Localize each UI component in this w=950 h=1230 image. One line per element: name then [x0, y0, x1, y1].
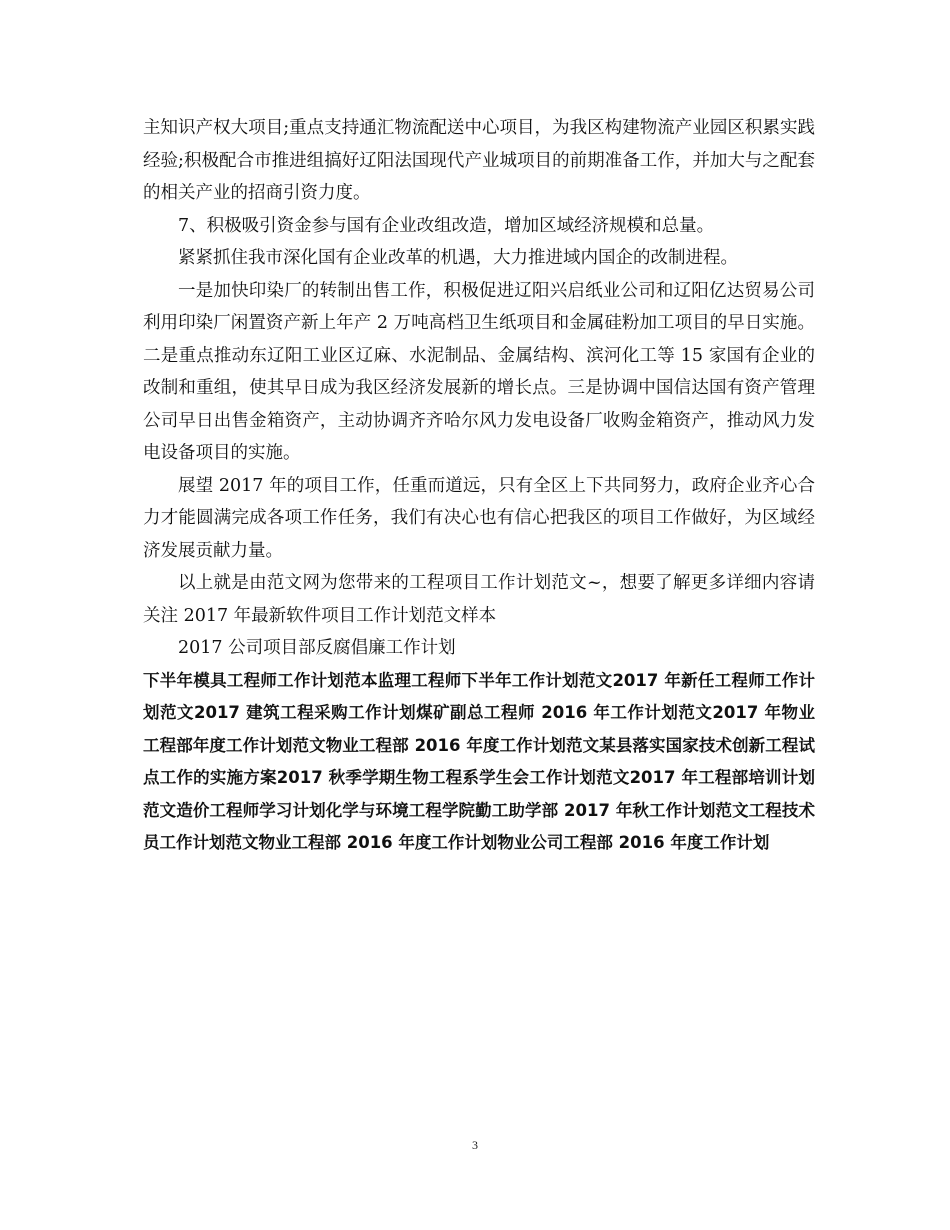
related-link[interactable]: 物业工程部 2016 年度工作计划	[258, 833, 498, 852]
paragraph-outlook: 展望 2017 年的项目工作，任重而道远，只有全区上下共同努力，政府企业齐心合力才能圆满完成各项工作任务，我们有决心也有信心把我区的项目工作做好，为区域经济发展贡献力量。	[143, 475, 815, 561]
related-link[interactable]: 物业公司工程部 2016 年度工作计划	[497, 833, 770, 852]
related-link[interactable]: 下半年模具工程师工作计划范本	[143, 670, 378, 690]
related-link[interactable]: 煤矿副总工程师 2016 年工作计划范文	[416, 703, 713, 722]
section-heading-7: 7、积极吸引资金参与国有企业改组改造，增加区域经济规模和总量。	[178, 215, 715, 236]
related-links	[143, 665, 815, 860]
paragraph-reform-intro: 紧紧抓住我市深化国有企业改革的机遇，大力推进域内国企的改制进程。	[178, 248, 738, 268]
related-link[interactable]: 2017 年新任工程师工作计划范文	[143, 670, 815, 722]
document-body	[143, 112, 815, 860]
paragraph-continued: 主知识产权大项目;重点支持通汇物流配送中心项目，为我区构建物流产业园区积累实践经验;积极配合市推进组搞好辽阳法国现代产业城项目的前期准备工作，并加大与之配套的相关产业的招商引资力度。	[143, 118, 815, 203]
related-link[interactable]: 造价工程师学习计划	[176, 800, 326, 820]
related-title: 2017 公司项目部反腐倡廉工作计划	[178, 638, 456, 658]
related-link[interactable]: 工程技术员工作计划范文	[143, 800, 816, 852]
page-number: 3	[472, 1138, 478, 1152]
paragraph-reform-details: 一是加快印染厂的转制出售工作，积极促进辽阳兴启纸业公司和辽阳亿达贸易公司利用印染厂闲置资产新上年产 2 万吨高档卫生纸项目和金属硅粉加工项目的早日实施。二是重点推动东辽阳工业区辽麻、水泥制品、金属结构、滨河化工等 15 家国有企业的改制和重组，使其早日成为我区经济发展新的增长点。三是协调中国信达国有资产管理公司早日出售金箱资产，主动协调齐齐哈尔风力发电设备厂收购金箱资产，推动风力发电设备项目的实施。	[143, 280, 815, 463]
related-link[interactable]: 某县落实国家技术创新工程试点工作的实施方案	[143, 735, 816, 787]
related-link[interactable]: 2017 年工程部培训计划范文	[143, 768, 815, 820]
related-link[interactable]: 监理工程师下半年工作计划范文	[377, 670, 613, 690]
related-link[interactable]: 2017 秋季学期生物工程系学生会工作计划范文	[276, 768, 630, 787]
related-link[interactable]: 2017 年物业工程部年度工作计划范文	[143, 703, 816, 755]
related-link[interactable]: 2017 建筑工程采购工作计划	[193, 703, 417, 722]
related-link[interactable]: 化学与环境工程学院勤工助学部 2017 年秋工作计划范文	[325, 800, 749, 820]
paragraph-closing-note: 以上就是由范文网为您带来的工程项目工作计划范文~，想要了解更多详细内容请关注 2017 年最新软件项目工作计划范文样本	[143, 573, 815, 626]
related-link[interactable]: 物业工程部 2016 年度工作计划范文	[325, 735, 600, 755]
